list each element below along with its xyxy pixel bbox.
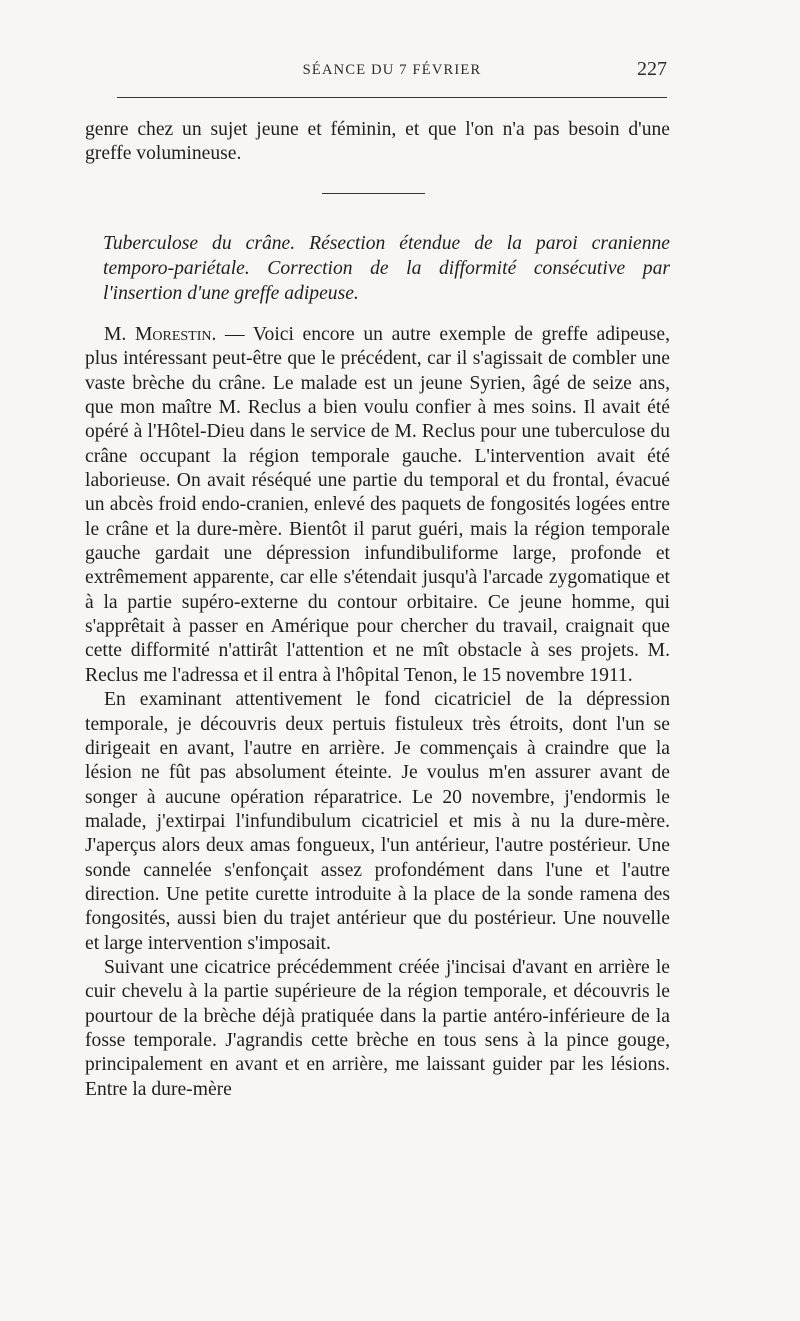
speaker-name: M. Morestin.: [104, 324, 217, 345]
section-title: [103, 231, 670, 306]
section-title-line-3: l'insertion d'une greffe adipeuse.: [103, 283, 359, 304]
continuation-paragraph: [85, 118, 670, 167]
continuation-text: genre chez un sujet jeune et féminin, et que l'on n'a pas besoin d'une greffe volumineuse.: [85, 119, 670, 165]
paragraph-2: En examinant attentivement le fond cicatriciel de la dépression temporale, je découvris deux pertuis fistuleux très étroits, dont l'un se dirigeait en avant, l'autre en arrière. Je commençais à craindre que la lésion ne fût pas absolument éteinte. Je voulus m'en assurer avant de songer à aucune opération réparatrice. Le 20 novembre, j'endormis le malade, j'extirpai l'infundibulum cicatriciel et mis à nu la dure-mère. J'aperçus alors deux amas fongueux, l'un antérieur, l'autre postérieur. Une sonde cannelée s'enfonçait assez profondément dans l'une et l'autre direction. Une petite curette introduite à la place de la sonde ramena des fongosités, aussi bien du trajet antérieur que du postérieur. Une nouvelle et large intervention s'imposait.: [85, 689, 670, 954]
header-rule: [117, 97, 667, 98]
page-number: 227: [637, 58, 667, 80]
paragraph-1: [85, 323, 670, 688]
body-text: [85, 323, 670, 1102]
paragraph-1-text: — Voici encore un autre exemple de greffe adipeuse, plus intéressant peut-être que le précédent, car il s'agissait de combler une vaste brèche du crâne. Le malade est un jeune Syrien, âgé de seize ans, que mon maître M. Reclus a bien voulu confier à mes soins. Il avait été opéré à l'Hôtel-Dieu dans le service de M. Reclus pour une tuberculose du crâne occupant la région temporale gauche. L'intervention avait été laborieuse. On avait réséqué une partie du temporal et du frontal, évacué un abcès froid endo-cranien, enlevé des paquets de fongosités logées entre le crâne et la dure-mère. Bientôt il parut guéri, mais la région temporale gauche gardait une dépression infundibuliforme large, profonde et extrêmement apparente, car elle s'étendait jusqu'à l'arcade zygomatique et à la partie supéro-externe du contour orbitaire. Ce jeune homme, qui s'apprêtait à passer en Amérique pour chercher du travail, craignait que cette difformité n'attirât l'attention et ne mît obstacle à ses projets. M. Reclus me l'adressa et il entra à l'hôpital Tenon, le 15 novembre 1911.: [85, 324, 670, 686]
section-title-line-1: Tuberculose du crâne. Résection étendue de la paroi cranienne: [103, 233, 670, 254]
paragraph-3: Suivant une cicatrice précédemment créée j'incisai d'avant en arrière le cuir chevelu à la partie supérieure de la région temporale, et découvris le pourtour de la brèche déjà pratiquée dans la partie antéro-inférieure de la fosse temporale. J'agrandis cette brèche en tous sens à la pince gouge, principalement en avant et en arrière, me laissant guider par les lésions. Entre la dure-mère: [85, 956, 670, 1100]
section-separator: [322, 193, 425, 194]
running-head: SÉANCE DU 7 FÉVRIER: [302, 62, 482, 78]
page-header: [117, 58, 667, 88]
section-title-line-2: temporo-pariétale. Correction de la difformité consécutive par: [103, 258, 670, 279]
